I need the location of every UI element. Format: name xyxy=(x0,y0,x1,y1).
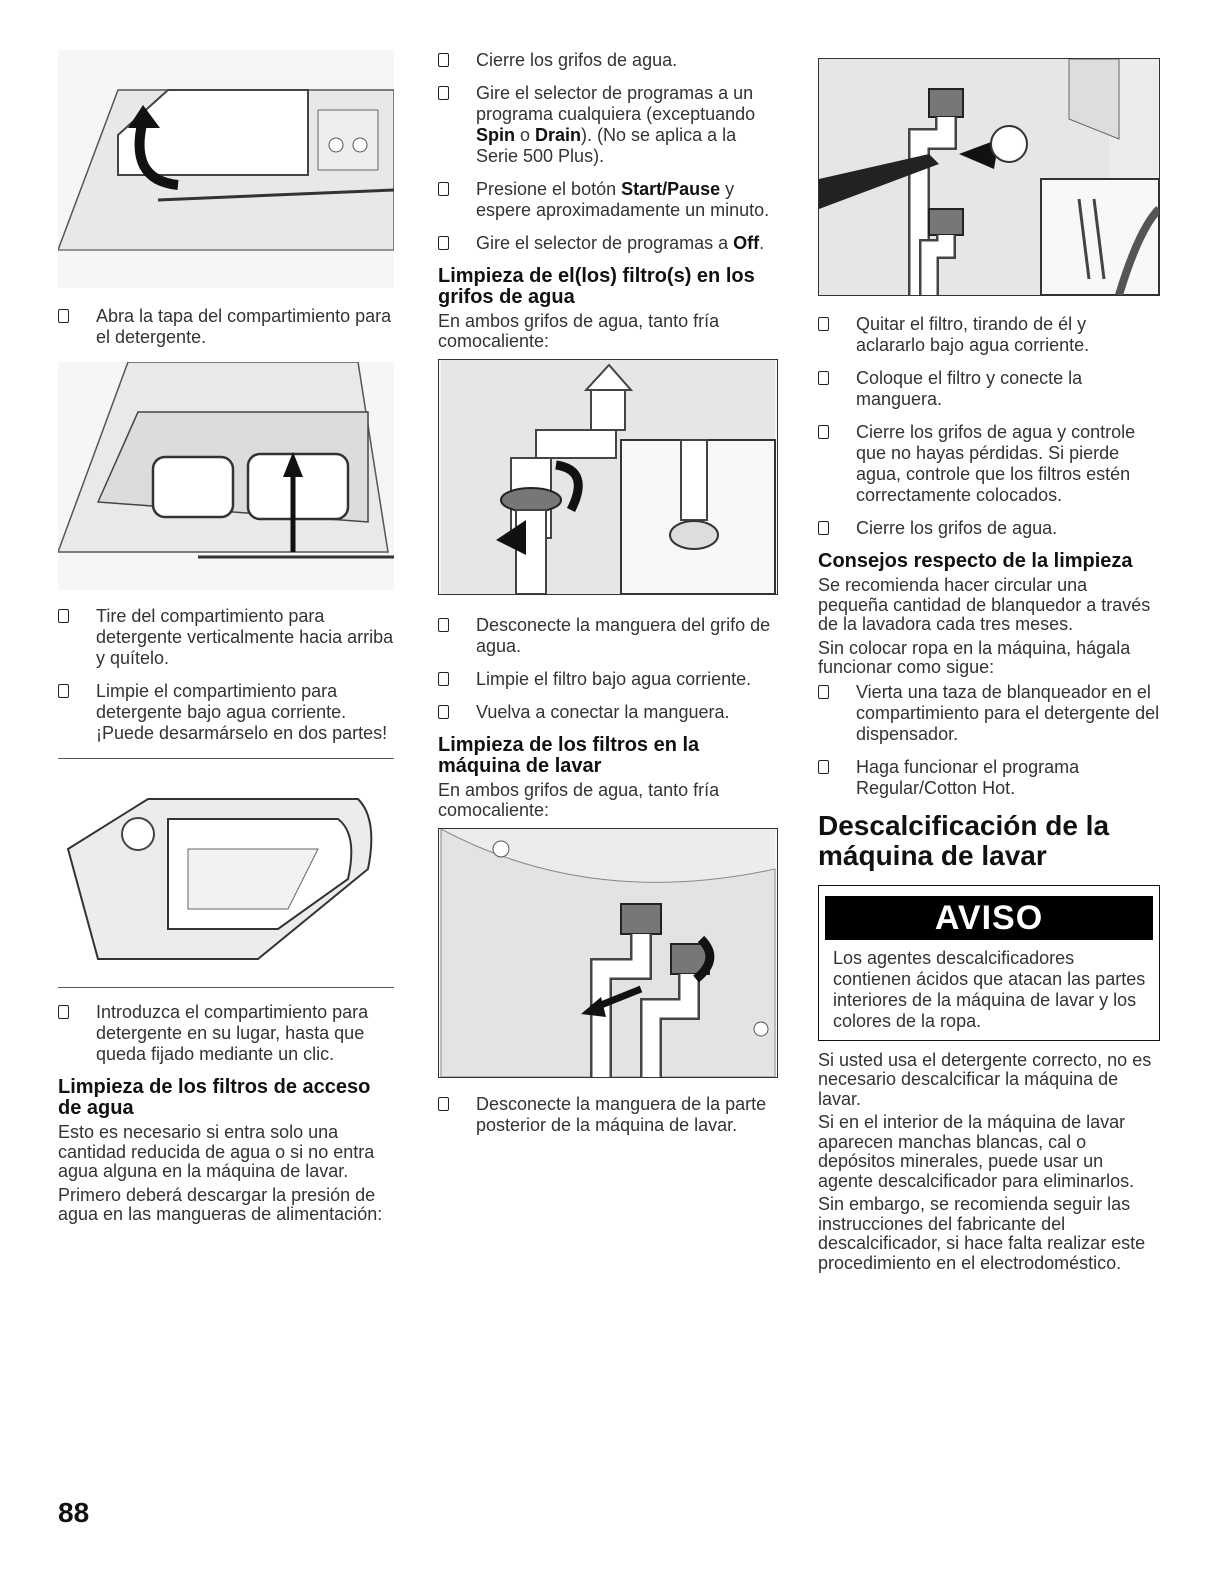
step-press-start: Presione el botón Start/Pause y espere aproximadamente un minuto. xyxy=(438,179,778,221)
step-selector-off: Gire el selector de programas a Off. xyxy=(438,233,778,254)
heading-descale: Descalcificación de la máquina de lavar xyxy=(818,809,1110,871)
step-run-program: Haga funcionar el programa Regular/Cotton Hot. xyxy=(818,757,1160,799)
paragraph-tap-filters: En ambos grifos de agua, tanto fría comocaliente: xyxy=(438,311,720,351)
tap-filter-illustration xyxy=(439,360,777,594)
checkbox-icon xyxy=(438,53,449,67)
machine-filter-illustration xyxy=(439,829,777,1077)
step-clean-filter: Limpie el filtro bajo agua corriente. xyxy=(438,669,778,690)
step-open-lid: Abra la tapa del compartimiento para el detergente. xyxy=(58,306,394,348)
checkbox-icon xyxy=(438,86,449,100)
checkbox-icon xyxy=(818,317,829,331)
checkbox-icon xyxy=(438,618,449,632)
paragraph-machine-filters: En ambos grifos de agua, tanto fría comocaliente: xyxy=(438,780,720,820)
column-3 xyxy=(818,50,1160,1277)
step-turn-selector: Gire el selector de programas a un programa cualquiera (exceptuando Spin o Drain). (No se aplica a la Serie 500 Plus). xyxy=(438,83,778,167)
step-clean-dispenser: Limpie el compartimiento para detergente bajo agua corriente. ¡Puede desarmárselo en dos partes! xyxy=(58,681,394,744)
step-disconnect-back: Desconecte la manguera de la parte posterior de la máquina de lavar. xyxy=(438,1094,778,1136)
checkbox-icon xyxy=(818,760,829,774)
checkbox-icon xyxy=(818,685,829,699)
step-close-taps: Cierre los grifos de agua. xyxy=(438,50,778,71)
checkbox-icon xyxy=(818,371,829,385)
step-place-filter: Coloque el filtro y conecte la manguera. xyxy=(818,368,1160,410)
checkbox-icon xyxy=(818,425,829,439)
paragraph-access-filters-2: Primero deberá descargar la presión de agua en las mangueras de alimentación: xyxy=(58,1184,383,1224)
checkbox-icon xyxy=(58,309,69,323)
checkbox-icon xyxy=(58,1005,69,1019)
checkbox-icon xyxy=(58,609,69,623)
paragraph-tips-2: Sin colocar ropa en la máquina, hágala funcionar como sigue: xyxy=(818,637,1131,677)
column-1 xyxy=(58,50,394,1229)
pliers-filter-illustration xyxy=(819,59,1159,295)
heading-tips: Consejos respecto de la limpieza xyxy=(818,550,1133,572)
checkbox-icon xyxy=(438,182,449,196)
step-pull-up: Tire del compartimiento para detergente verticalmente hacia arriba y quítelo. xyxy=(58,606,394,669)
step-check-leaks: Cierre los grifos de agua y controle que no hayas pérdidas. Si pierde agua, controle que los filtros estén correctamente colocados. xyxy=(818,422,1160,506)
paragraph-access-filters-1: Esto es necesario si entra solo una cantidad reducida de agua o si no entra agua alguna en la máquina de lavar. xyxy=(58,1122,375,1181)
figure-machine-filter xyxy=(438,828,778,1078)
checkbox-icon xyxy=(818,521,829,535)
page-number: 88 xyxy=(58,1497,90,1528)
step-close-taps-2: Cierre los grifos de agua. xyxy=(818,518,1160,539)
pull-up-illustration xyxy=(58,362,394,590)
figure-dispenser-drawer xyxy=(58,758,394,988)
step-remove-filter: Quitar el filtro, tirando de él y aclararlo bajo agua corriente. xyxy=(818,314,1160,356)
heading-tap-filters: Limpieza de el(los) filtro(s) en los grifos de agua xyxy=(438,265,755,308)
open-lid-illustration xyxy=(58,50,394,288)
step-pour-bleach: Vierta una taza de blanqueador en el compartimiento para el detergente del dispensador. xyxy=(818,682,1160,745)
figure-remove-filter-pliers xyxy=(818,58,1160,296)
checkbox-icon xyxy=(438,705,449,719)
checkbox-icon xyxy=(438,236,449,250)
heading-access-filters: Limpieza de los filtros de acceso de agua xyxy=(58,1076,371,1119)
figure-pull-up-dispenser xyxy=(58,362,394,590)
checkbox-icon xyxy=(58,684,69,698)
checkbox-icon xyxy=(438,672,449,686)
dispenser-drawer-illustration xyxy=(58,759,394,987)
step-reconnect: Vuelva a conectar la manguera. xyxy=(438,702,778,723)
heading-machine-filters: Limpieza de los filtros en la máquina de lavar xyxy=(438,734,700,777)
paragraph-descale-3: Sin embargo, se recomienda seguir las instrucciones del fabricante del descalcificador, si hace falta realizar este procedimiento en el electrodoméstico. xyxy=(818,1194,1146,1273)
paragraph-tips-1: Se recomienda hacer circular una pequeña cantidad de blanquedor a través de la lavadora cada tres meses. xyxy=(818,575,1151,634)
warning-box xyxy=(818,885,1160,1041)
warning-heading: AVISO xyxy=(825,896,1153,940)
warning-text: Los agentes descalcificadores contienen ácidos que atacan las partes interiores de la máquina de lavar y los colores de la ropa. xyxy=(833,947,1146,1031)
paragraph-descale-1: Si usted usa el detergente correcto, no es necesario descalcificar la máquina de lavar. xyxy=(818,1049,1152,1109)
figure-open-dispenser-lid xyxy=(58,50,394,288)
step-insert-dispenser: Introduzca el compartimiento para detergente en su lugar, hasta que queda fijado mediante un clic. xyxy=(58,1002,394,1065)
figure-tap-filter xyxy=(438,359,778,595)
step-disconnect-tap: Desconecte la manguera del grifo de agua. xyxy=(438,615,778,657)
column-2 xyxy=(438,50,778,1148)
checkbox-icon xyxy=(438,1097,449,1111)
paragraph-descale-2: Si en el interior de la máquina de lavar aparecen manchas blancas, cal o depósitos minerales, puede usar un agente descalcificador para eliminarlos. xyxy=(818,1112,1135,1191)
